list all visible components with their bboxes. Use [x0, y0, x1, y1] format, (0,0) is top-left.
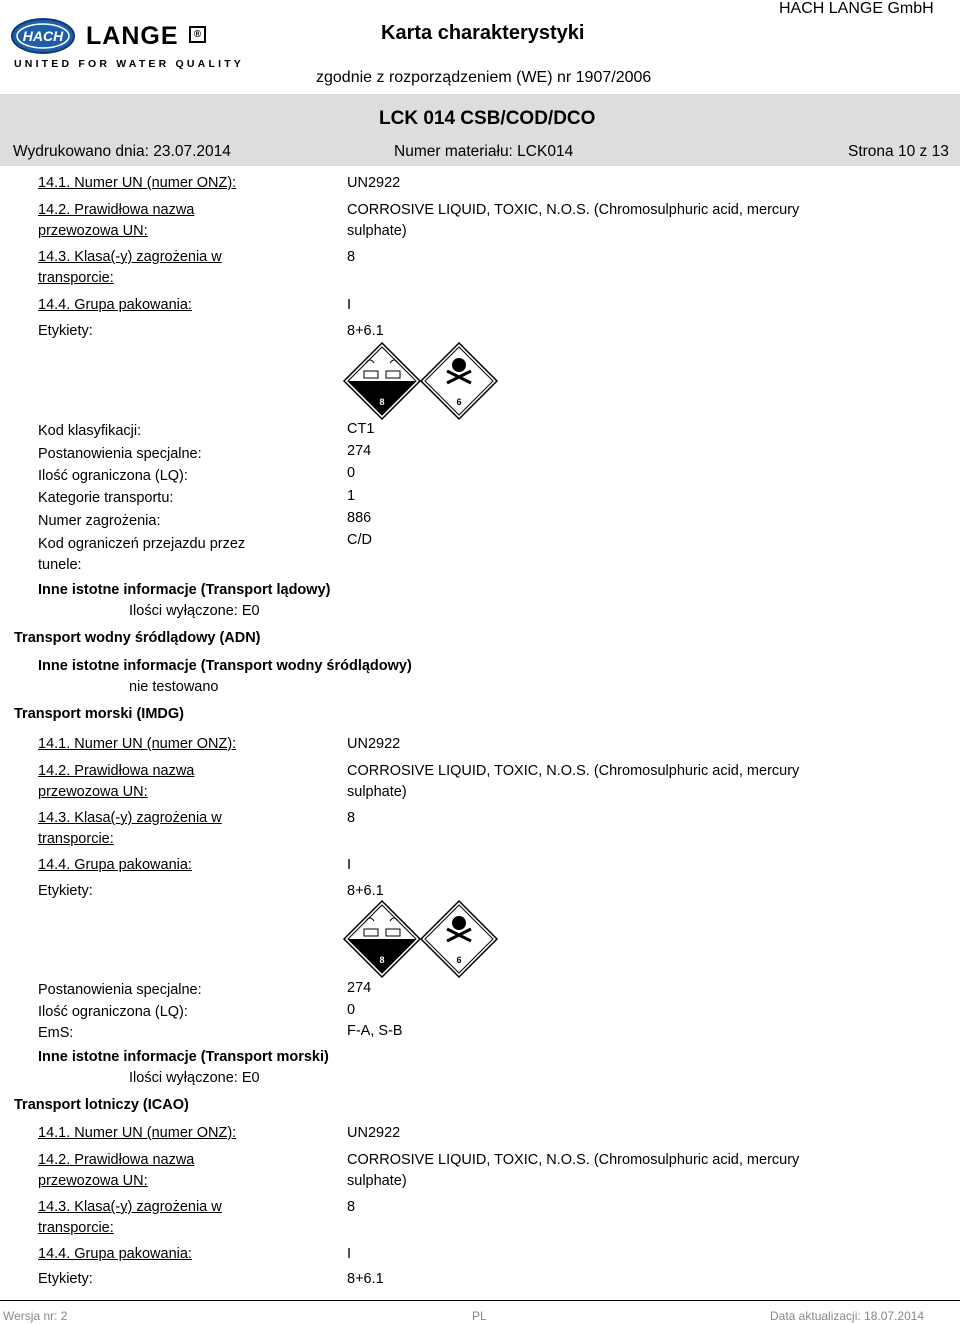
imdg-labels-value: 8+6.1 [347, 883, 384, 899]
imdg-other-heading: Inne istotne informacje (Transport morski) [38, 1049, 329, 1065]
tunnel-code-value: C/D [347, 532, 372, 548]
hazard-number-value: 886 [347, 510, 372, 526]
lange-logo [86, 22, 206, 51]
pictogram-8-number: 8 [379, 397, 385, 407]
icao-shipping-name-value-1: CORROSIVE LIQUID, TOXIC, N.O.S. (Chromosulphuric acid, mercury [347, 1152, 800, 1168]
land-other-text: Ilości wyłączone: E0 [129, 603, 260, 619]
pictogram-6-number: 6 [456, 397, 462, 407]
imdg-shipping-name-label-2: przewozowa UN: [38, 784, 148, 800]
imdg-special-provisions-value: 274 [347, 980, 372, 996]
footer-updated: Data aktualizacji: 18.07.2014 [770, 1309, 925, 1323]
registered-mark-icon: ® [189, 26, 206, 43]
tunnel-code-label-1: Kod ograniczeń przejazdu przez [38, 536, 246, 552]
classification-code-label: Kod klasyfikacji: [38, 423, 142, 439]
imdg-hazard-class-value: 8 [347, 810, 356, 826]
icao-un-number-label: 14.1. Numer UN (numer ONZ): [38, 1125, 237, 1141]
packing-group-label: 14.4. Grupa pakowania: [38, 297, 192, 313]
icao-hazard-class-value: 8 [347, 1199, 356, 1215]
imdg-limited-quantity-value: 0 [347, 1002, 356, 1018]
hazard-class-label-2: transporcie: [38, 270, 114, 286]
adn-other-heading: Inne istotne informacje (Transport wodny śródlądowy) [38, 658, 412, 674]
imdg-packing-group-label: 14.4. Grupa pakowania: [38, 857, 192, 873]
corrosive-pictogram-icon [342, 341, 422, 426]
imdg-special-provisions-label: Postanowienia specjalne: [38, 982, 202, 998]
classification-code-value: CT1 [347, 421, 375, 437]
icao-un-number-value: UN2922 [347, 1125, 401, 1141]
imdg-un-number-value: UN2922 [347, 736, 401, 752]
product-name: LCK 014 CSB/COD/DCO [379, 108, 596, 129]
imdg-toxic-pictogram-icon [419, 899, 499, 984]
land-other-heading: Inne istotne informacje (Transport lądowy) [38, 582, 331, 598]
hazard-class-label-1: 14.3. Klasa(-y) zagrożenia w [38, 249, 222, 265]
document-title: Karta charakterystyki [381, 22, 585, 44]
icao-packing-group-value: I [347, 1246, 352, 1262]
icao-shipping-name-label-2: przewozowa UN: [38, 1173, 148, 1189]
special-provisions-label: Postanowienia specjalne: [38, 446, 202, 462]
imdg-pictogram-6-number: 6 [456, 955, 462, 965]
icao-hazard-class-label-2: transporcie: [38, 1220, 114, 1236]
imdg-limited-quantity-label: Ilość ograniczona (LQ): [38, 1004, 188, 1020]
un-number-value: UN2922 [347, 175, 401, 191]
hach-logo-text: HACH [22, 28, 64, 44]
imdg-labels-label: Etykiety: [38, 883, 93, 899]
imdg-hazard-class-label-2: transporcie: [38, 831, 114, 847]
transport-category-value: 1 [347, 488, 356, 504]
icao-packing-group-label: 14.4. Grupa pakowania: [38, 1246, 192, 1262]
regulation-note: zgodnie z rozporządzeniem (WE) nr 1907/2006 [316, 69, 652, 86]
transport-category-label: Kategorie transportu: [38, 490, 174, 506]
labels-label: Etykiety: [38, 323, 93, 339]
adn-heading: Transport wodny śródlądowy (ADN) [14, 630, 261, 646]
imdg-other-text: Ilości wyłączone: E0 [129, 1070, 260, 1086]
tunnel-code-label-2: tunele: [38, 557, 82, 573]
un-number-label: 14.1. Numer UN (numer ONZ): [38, 175, 237, 191]
special-provisions-value: 274 [347, 443, 372, 459]
labels-value: 8+6.1 [347, 323, 384, 339]
icao-hazard-class-label-1: 14.3. Klasa(-y) zagrożenia w [38, 1199, 222, 1215]
page-number: Strona 10 z 13 [848, 143, 949, 160]
packing-group-value: I [347, 297, 352, 313]
shipping-name-value-2: sulphate) [347, 223, 407, 239]
company-name: HACH LANGE GmbH [779, 0, 934, 17]
icao-labels-value: 8+6.1 [347, 1271, 384, 1287]
hazard-class-value: 8 [347, 249, 356, 265]
toxic-pictogram-icon [419, 341, 499, 426]
adn-other-text: nie testowano [129, 679, 219, 695]
shipping-name-label-2: przewozowa UN: [38, 223, 148, 239]
printed-date: Wydrukowano dnia: 23.07.2014 [13, 143, 231, 160]
hazard-number-label: Numer zagrożenia: [38, 513, 161, 529]
icao-labels-label: Etykiety: [38, 1271, 93, 1287]
icao-shipping-name-value-2: sulphate) [347, 1173, 407, 1189]
imdg-hazard-class-label-1: 14.3. Klasa(-y) zagrożenia w [38, 810, 222, 826]
tagline: UNITED FOR WATER QUALITY [14, 58, 245, 70]
footer-language: PL [472, 1309, 487, 1323]
icao-shipping-name-label-1: 14.2. Prawidłowa nazwa [38, 1152, 195, 1168]
imdg-pictogram-8-number: 8 [379, 955, 385, 965]
imdg-packing-group-value: I [347, 857, 352, 873]
footer [0, 1300, 960, 1323]
limited-quantity-value: 0 [347, 465, 356, 481]
ems-value: F-A, S-B [347, 1023, 403, 1039]
imdg-un-number-label: 14.1. Numer UN (numer ONZ): [38, 736, 237, 752]
imdg-heading: Transport morski (IMDG) [14, 706, 184, 722]
shipping-name-label-1: 14.2. Prawidłowa nazwa [38, 202, 195, 218]
icao-heading: Transport lotniczy (ICAO) [14, 1097, 189, 1113]
hach-logo [10, 17, 76, 60]
imdg-corrosive-pictogram-icon [342, 899, 422, 984]
limited-quantity-label: Ilość ograniczona (LQ): [38, 468, 188, 484]
ems-label: EmS: [38, 1025, 74, 1041]
imdg-shipping-name-value-2: sulphate) [347, 784, 407, 800]
shipping-name-value-1: CORROSIVE LIQUID, TOXIC, N.O.S. (Chromosulphuric acid, mercury [347, 202, 800, 218]
imdg-shipping-name-value-1: CORROSIVE LIQUID, TOXIC, N.O.S. (Chromosulphuric acid, mercury [347, 763, 800, 779]
footer-version: Wersja nr: 2 [3, 1309, 68, 1323]
imdg-shipping-name-label-1: 14.2. Prawidłowa nazwa [38, 763, 195, 779]
material-number: Numer materiału: LCK014 [394, 143, 574, 160]
lange-logo-text: LANGE [86, 22, 179, 50]
